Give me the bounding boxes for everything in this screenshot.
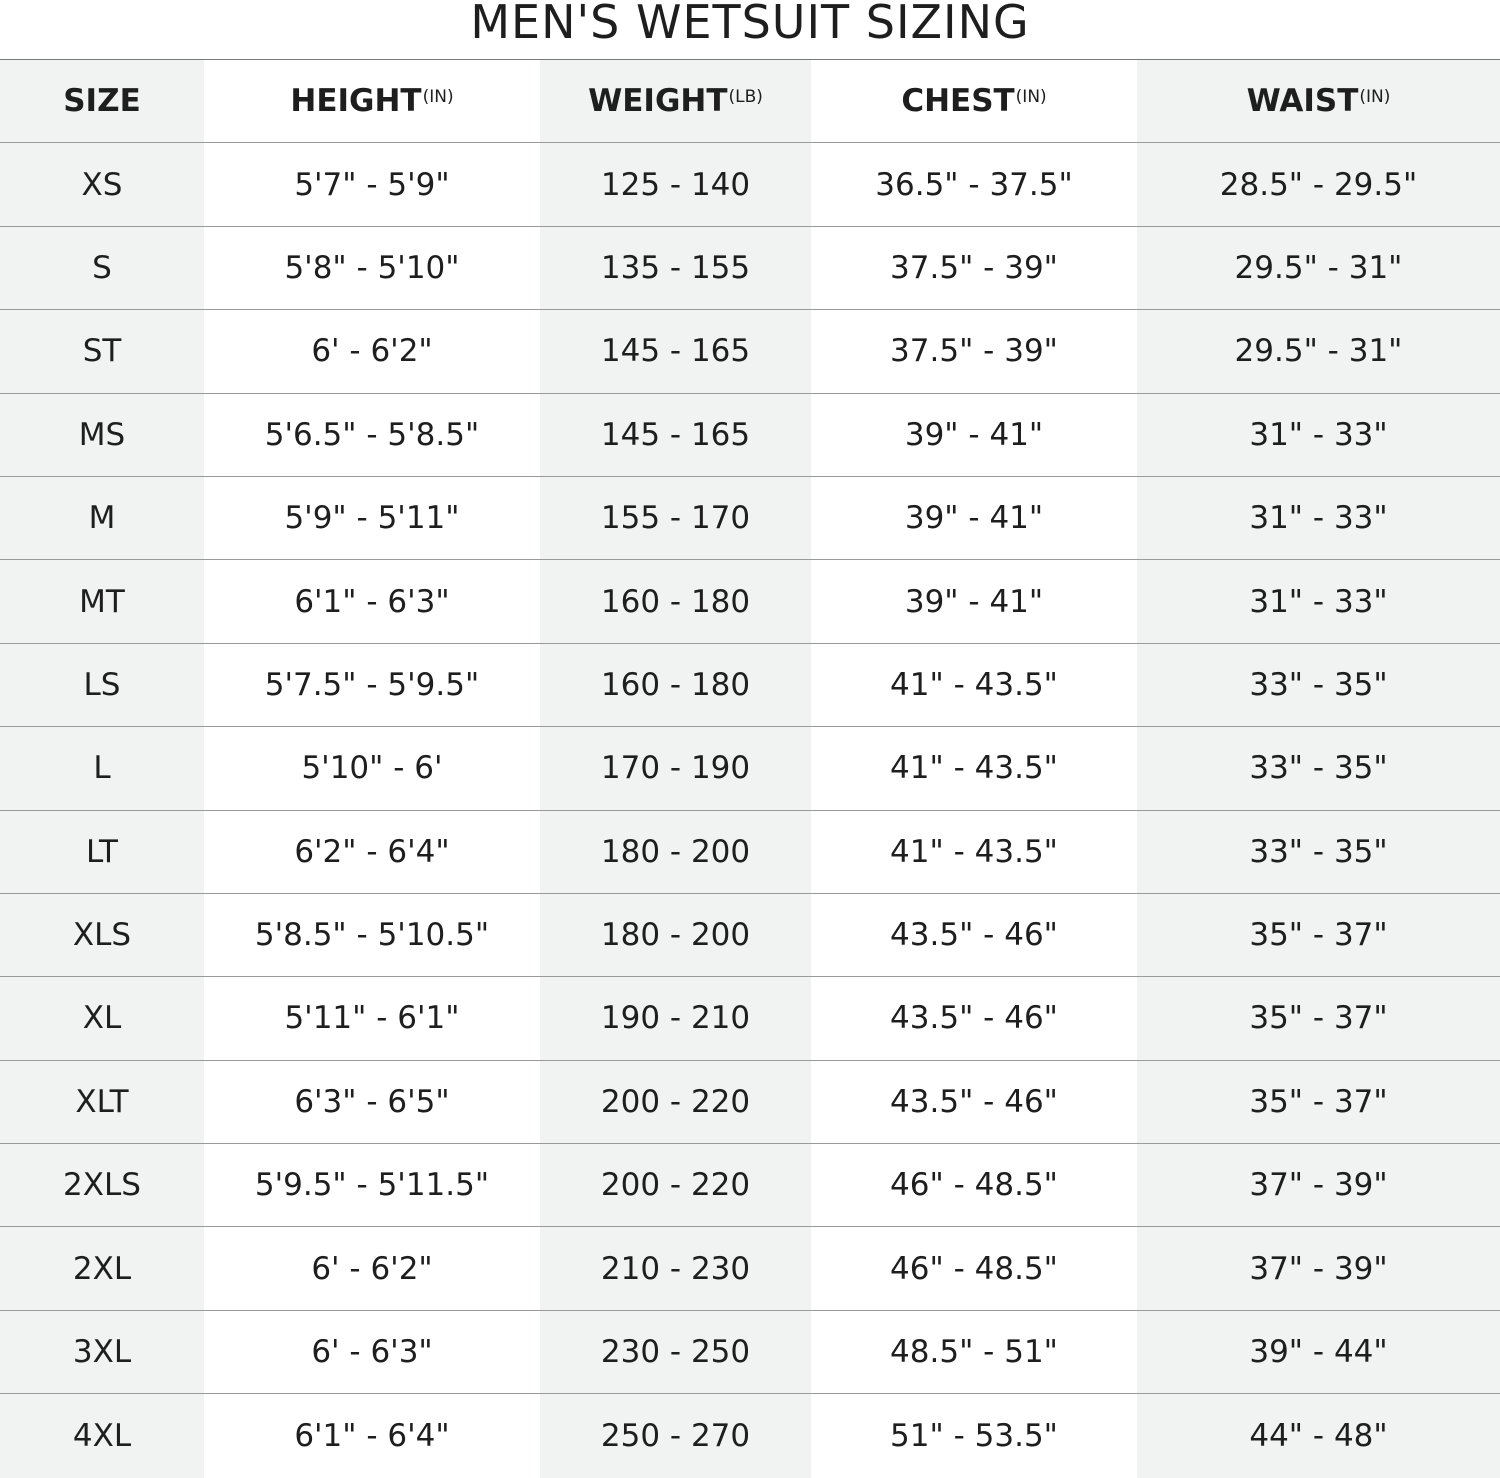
column-header-label: WEIGHT	[588, 83, 728, 120]
table-row	[0, 1061, 1500, 1144]
page-title: MEN'S WETSUIT SIZING	[470, 0, 1030, 49]
waist-cell: 35" - 37"	[1137, 1061, 1500, 1143]
table-row	[0, 394, 1500, 477]
column-header-label: WAIST	[1246, 83, 1359, 120]
weight-cell: 200 - 220	[540, 1061, 811, 1143]
table-header-row	[0, 60, 1500, 143]
size-cell: ST	[0, 310, 204, 392]
size-cell: 2XLS	[0, 1144, 204, 1226]
table-row	[0, 644, 1500, 727]
height-cell: 6'1" - 6'3"	[204, 560, 540, 642]
size-cell: S	[0, 227, 204, 309]
chest-cell: 39" - 41"	[811, 477, 1137, 559]
chest-cell: 43.5" - 46"	[811, 977, 1137, 1059]
chest-cell: 46" - 48.5"	[811, 1227, 1137, 1309]
table-row	[0, 811, 1500, 894]
height-cell: 6'3" - 6'5"	[204, 1061, 540, 1143]
size-cell: 3XL	[0, 1311, 204, 1393]
weight-cell: 145 - 165	[540, 310, 811, 392]
height-cell: 5'11" - 6'1"	[204, 977, 540, 1059]
weight-cell: 190 - 210	[540, 977, 811, 1059]
size-cell: MT	[0, 560, 204, 642]
chest-cell: 39" - 41"	[811, 394, 1137, 476]
chest-cell: 41" - 43.5"	[811, 811, 1137, 893]
table-row	[0, 1227, 1500, 1310]
height-cell: 5'8" - 5'10"	[204, 227, 540, 309]
column-header-chest	[811, 60, 1137, 142]
height-cell: 5'9" - 5'11"	[204, 477, 540, 559]
table-row	[0, 310, 1500, 393]
column-header-unit: (IN)	[1359, 87, 1391, 108]
table-row	[0, 1144, 1500, 1227]
waist-cell: 39" - 44"	[1137, 1311, 1500, 1393]
waist-cell: 33" - 35"	[1137, 644, 1500, 726]
size-cell: XL	[0, 977, 204, 1059]
size-cell: LS	[0, 644, 204, 726]
weight-cell: 160 - 180	[540, 560, 811, 642]
size-cell: XLT	[0, 1061, 204, 1143]
table-row	[0, 1311, 1500, 1394]
table-row	[0, 227, 1500, 310]
size-cell: MS	[0, 394, 204, 476]
weight-cell: 170 - 190	[540, 727, 811, 809]
height-cell: 5'8.5" - 5'10.5"	[204, 894, 540, 976]
height-cell: 6' - 6'3"	[204, 1311, 540, 1393]
waist-cell: 33" - 35"	[1137, 811, 1500, 893]
waist-cell: 37" - 39"	[1137, 1227, 1500, 1309]
chest-cell: 39" - 41"	[811, 560, 1137, 642]
chest-cell: 43.5" - 46"	[811, 1061, 1137, 1143]
waist-cell: 33" - 35"	[1137, 727, 1500, 809]
chest-cell: 46" - 48.5"	[811, 1144, 1137, 1226]
waist-cell: 35" - 37"	[1137, 894, 1500, 976]
waist-cell: 35" - 37"	[1137, 977, 1500, 1059]
height-cell: 6' - 6'2"	[204, 310, 540, 392]
table-row	[0, 477, 1500, 560]
weight-cell: 155 - 170	[540, 477, 811, 559]
size-cell: L	[0, 727, 204, 809]
chest-cell: 41" - 43.5"	[811, 644, 1137, 726]
column-header-label: SIZE	[63, 83, 141, 120]
waist-cell: 37" - 39"	[1137, 1144, 1500, 1226]
table-row	[0, 727, 1500, 810]
column-header-unit: (IN)	[422, 87, 454, 108]
waist-cell: 31" - 33"	[1137, 477, 1500, 559]
size-cell: XS	[0, 143, 204, 225]
waist-cell: 31" - 33"	[1137, 560, 1500, 642]
chest-cell: 37.5" - 39"	[811, 227, 1137, 309]
height-cell: 6' - 6'2"	[204, 1227, 540, 1309]
table-row	[0, 1394, 1500, 1477]
height-cell: 5'10" - 6'	[204, 727, 540, 809]
waist-cell: 29.5" - 31"	[1137, 227, 1500, 309]
waist-cell: 31" - 33"	[1137, 394, 1500, 476]
size-cell: 4XL	[0, 1394, 204, 1477]
height-cell: 6'2" - 6'4"	[204, 811, 540, 893]
weight-cell: 125 - 140	[540, 143, 811, 225]
weight-cell: 230 - 250	[540, 1311, 811, 1393]
chest-cell: 37.5" - 39"	[811, 310, 1137, 392]
size-cell: XLS	[0, 894, 204, 976]
weight-cell: 180 - 200	[540, 894, 811, 976]
column-header-size	[0, 60, 204, 142]
height-cell: 5'6.5" - 5'8.5"	[204, 394, 540, 476]
chest-cell: 41" - 43.5"	[811, 727, 1137, 809]
chest-cell: 51" - 53.5"	[811, 1394, 1137, 1477]
column-header-label: CHEST	[901, 83, 1015, 120]
weight-cell: 145 - 165	[540, 394, 811, 476]
chest-cell: 43.5" - 46"	[811, 894, 1137, 976]
height-cell: 6'1" - 6'4"	[204, 1394, 540, 1477]
weight-cell: 180 - 200	[540, 811, 811, 893]
weight-cell: 135 - 155	[540, 227, 811, 309]
column-header-unit: (LB)	[728, 87, 763, 108]
column-header-unit: (IN)	[1015, 87, 1047, 108]
size-cell: M	[0, 477, 204, 559]
column-header-label: HEIGHT	[290, 83, 422, 120]
column-header-weight	[540, 60, 811, 142]
table-row	[0, 143, 1500, 226]
waist-cell: 29.5" - 31"	[1137, 310, 1500, 392]
table-row	[0, 977, 1500, 1060]
height-cell: 5'7.5" - 5'9.5"	[204, 644, 540, 726]
weight-cell: 200 - 220	[540, 1144, 811, 1226]
chest-cell: 48.5" - 51"	[811, 1311, 1137, 1393]
table-row	[0, 560, 1500, 643]
size-chart-table	[0, 59, 1500, 1478]
height-cell: 5'9.5" - 5'11.5"	[204, 1144, 540, 1226]
chest-cell: 36.5" - 37.5"	[811, 143, 1137, 225]
waist-cell: 28.5" - 29.5"	[1137, 143, 1500, 225]
table-row	[0, 894, 1500, 977]
column-header-height	[204, 60, 540, 142]
weight-cell: 210 - 230	[540, 1227, 811, 1309]
waist-cell: 44" - 48"	[1137, 1394, 1500, 1477]
weight-cell: 250 - 270	[540, 1394, 811, 1477]
size-cell: LT	[0, 811, 204, 893]
size-cell: 2XL	[0, 1227, 204, 1309]
weight-cell: 160 - 180	[540, 644, 811, 726]
height-cell: 5'7" - 5'9"	[204, 143, 540, 225]
column-header-waist	[1137, 60, 1500, 142]
